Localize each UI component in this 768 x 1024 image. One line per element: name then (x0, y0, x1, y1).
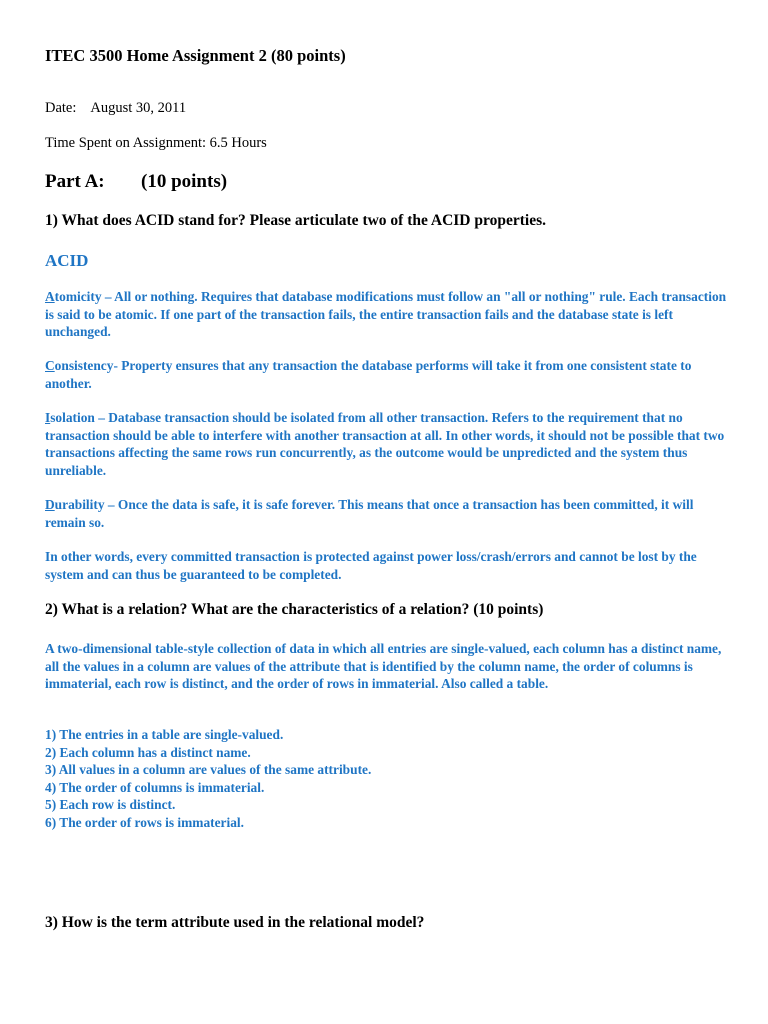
list-item: 2) Each column has a distinct name. (45, 744, 251, 760)
atomicity-initial: A (45, 289, 55, 304)
list-item: 6) The order of rows is immaterial. (45, 814, 244, 830)
atomicity-paragraph (45, 288, 735, 341)
consistency-initial: C (45, 358, 55, 373)
relation-definition: A two-dimensional table-style collection of data in which all entries are single-valued, each column has a distinct name, all the values in a column are values of the attribute that is identified by the column name, the order of columns is immaterial, each row is distinct, and the order of rows in immaterial. Also called a table. (45, 641, 722, 691)
time-spent: Time Spent on Assignment: 6.5 Hours (45, 135, 267, 151)
isolation-text: solation – Database transaction should be isolated from all other transaction. Refers to the requirement that no transaction should be able to interfere with another transaction at all. In other words, it should not be possible that two transactions affecting the same rows run concurrently, as the outcome would be unpredicted and the system thus unreliable. (45, 410, 725, 478)
list-item: 3) All values in a column are values of the same attribute. (45, 762, 372, 777)
isolation-paragraph (45, 409, 735, 479)
part-heading (45, 171, 345, 193)
durability-paragraph (45, 496, 735, 531)
atomicity-text: tomicity – All or nothing. Requires that database modifications must follow an "all or nothing" rule. Each transaction is said to be atomic. If one part of the transaction fails, the entire transaction fails and the database state is left unchanged. (45, 289, 727, 339)
part-points: (10 points) (141, 171, 228, 192)
acid-heading: ACID (45, 251, 89, 270)
list-item: 1) The entries in a table are single-valued. (45, 727, 284, 742)
characteristics-list (45, 726, 735, 831)
isolation-initial: I (45, 410, 51, 425)
question-3: 3) How is the term attribute used in the relational model? (45, 914, 425, 931)
list-item: 4) The order of columns is immaterial. (45, 779, 265, 795)
part-label: Part A: (45, 171, 105, 192)
question-1: 1) What does ACID stand for? Please articulate two of the ACID properties. (45, 212, 546, 229)
durability-extra: In other words, every committed transaction is protected against power loss/crash/errors and cannot be lost by the system and can thus be guaranteed to be completed. (45, 549, 697, 582)
date-line (45, 100, 186, 117)
question-2: 2) What is a relation? What are the characteristics of a relation? (10 points) (45, 601, 544, 618)
durability-initial: D (45, 497, 55, 512)
document-title: ITEC 3500 Home Assignment 2 (80 points) (45, 46, 346, 65)
durability-text: urability – Once the data is safe, it is safe forever. This means that once a transaction has been committed, it will remain so. (45, 497, 694, 530)
date-label: Date: (45, 100, 77, 116)
consistency-paragraph (45, 357, 735, 392)
list-item: 5) Each row is distinct. (45, 797, 176, 812)
consistency-text: onsistency- Property ensures that any transaction the database performs will take it from one consistent state to another. (45, 358, 692, 391)
date-value: August 30, 2011 (90, 100, 187, 116)
